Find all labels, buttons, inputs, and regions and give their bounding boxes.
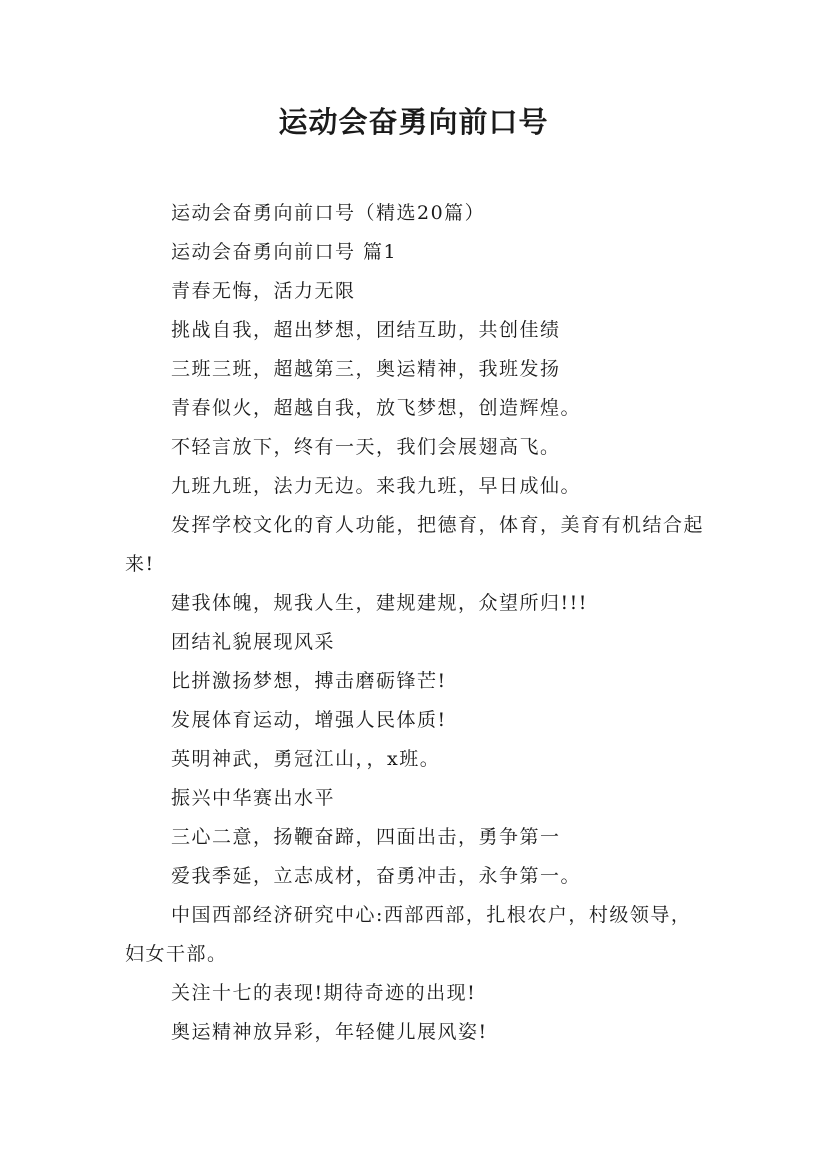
paragraph: 青春无悔，活力无限 bbox=[171, 280, 356, 302]
paragraph: 九班九班，法力无边。来我九班，早日成仙。 bbox=[171, 475, 582, 497]
document-body bbox=[125, 194, 707, 1052]
paragraph: 振兴中华赛出水平 bbox=[171, 787, 336, 809]
paragraph: 青春似火，超越自我，放飞梦想，创造辉煌。 bbox=[171, 397, 582, 419]
paragraph-heading: 运动会奋勇向前口号（精选20篇） bbox=[171, 202, 486, 224]
paragraph: 发展体育运动，增强人民体质! bbox=[171, 709, 447, 731]
document-title: 运动会奋勇向前口号 bbox=[278, 105, 549, 139]
paragraph: 奥运精神放异彩，年轻健儿展风姿! bbox=[171, 1021, 488, 1043]
paragraph: 挑战自我，超出梦想，团结互助，共创佳绩 bbox=[171, 319, 561, 341]
paragraph: 不轻言放下，终有一天，我们会展翅高飞。 bbox=[171, 436, 561, 458]
paragraph-section-label: 运动会奋勇向前口号 篇1 bbox=[171, 241, 398, 263]
paragraph: 英明神武，勇冠江山，，x班。 bbox=[171, 748, 441, 770]
paragraph: 建我体魄，规我人生，建规建规，众望所归!!! bbox=[171, 592, 588, 614]
paragraph: 爱我季延，立志成材，奋勇冲击，永争第一。 bbox=[171, 865, 582, 887]
paragraph: 中国西部经济研究中心:西部西部，扎根农户，村级领导，妇女干部。 bbox=[125, 904, 692, 965]
paragraph: 三班三班，超越第三，奥运精神，我班发扬 bbox=[171, 358, 561, 380]
paragraph: 发挥学校文化的育人功能，把德育，体育，美育有机结合起来! bbox=[125, 514, 705, 575]
paragraph: 关注十七的表现!期待奇迹的出现! bbox=[171, 982, 477, 1004]
paragraph: 比拼激扬梦想，搏击磨砺锋芒! bbox=[171, 670, 447, 692]
paragraph: 团结礼貌展现风采 bbox=[171, 631, 336, 653]
paragraph: 三心二意，扬鞭奋蹄，四面出击，勇争第一 bbox=[171, 826, 561, 848]
